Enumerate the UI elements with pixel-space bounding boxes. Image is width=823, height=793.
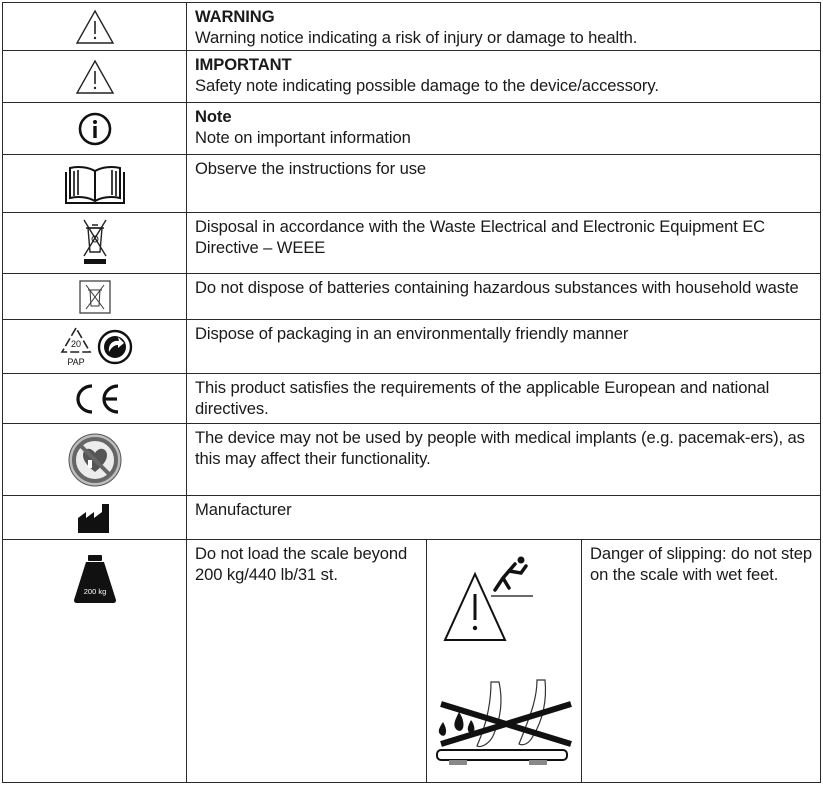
warning-triangle-icon: [75, 59, 115, 95]
table-row: [3, 155, 821, 213]
row-title: IMPORTANT: [195, 55, 292, 74]
recycle-number: 20: [70, 338, 81, 349]
info-icon: [78, 112, 112, 146]
icon-cell: [3, 274, 187, 320]
description-cell: [187, 213, 821, 274]
table-row: [3, 3, 821, 51]
ce-mark-icon: [67, 382, 123, 416]
description-cell: [187, 274, 821, 320]
crossed-bin-battery-icon: [79, 280, 111, 314]
no-pacemaker-icon: [67, 432, 123, 488]
description-cell: [187, 374, 821, 424]
slip-warning-cell: [582, 540, 821, 783]
open-book-icon: [62, 163, 128, 205]
description-cell: [187, 424, 821, 496]
description-cell: [187, 320, 821, 374]
icon-cell: [3, 540, 187, 783]
recycling-icon: [56, 325, 134, 369]
slip-icon-cell: [427, 540, 582, 783]
slip-warning-text: Danger of slipping: do not step on the scale with wet feet.: [590, 544, 812, 584]
description-cell: [187, 3, 821, 51]
row-text: This product satisfies the requirements of the applicable European and national directives.: [195, 378, 770, 418]
description-cell: [187, 496, 821, 540]
icon-cell: [3, 3, 187, 51]
table-row: [3, 103, 821, 155]
weight-icon: [72, 554, 118, 604]
row-text: Do not dispose of batteries containing hazardous substances with household waste: [195, 278, 799, 297]
icon-cell: [3, 51, 187, 103]
warning-triangle-icon: [75, 9, 115, 45]
icon-cell: [3, 496, 187, 540]
row-title: WARNING: [195, 7, 275, 26]
icon-cell: [3, 155, 187, 213]
table-row: [3, 424, 821, 496]
icon-cell: [3, 374, 187, 424]
row-title: Note: [195, 107, 232, 126]
description-cell: [187, 103, 821, 155]
slip-warning-icon: [429, 540, 579, 778]
row-text: Dispose of packaging in an environmentally friendly manner: [195, 324, 629, 343]
crossed-bin-icon: [80, 218, 110, 268]
icon-cell: [3, 213, 187, 274]
table-row: [3, 374, 821, 424]
description-cell: [187, 155, 821, 213]
row-text: Observe the instructions for use: [195, 159, 427, 178]
row-text: The device may not be used by people with medical implants (e.g. pacemak-ers), as this may affect their functionality.: [195, 428, 805, 468]
table-row: [3, 51, 821, 103]
row-text: Note on important information: [195, 128, 411, 147]
row-text: Safety note indicating possible damage to the device/accessory.: [195, 76, 659, 95]
table-row: [3, 213, 821, 274]
table-row: [3, 320, 821, 374]
icon-cell: [3, 103, 187, 155]
icon-cell: [3, 320, 187, 374]
recycle-code: PAP: [66, 356, 85, 367]
factory-icon: [76, 502, 114, 534]
load-limit-text: Do not load the scale beyond 200 kg/440 lb/31 st.: [195, 544, 408, 584]
row-text: Disposal in accordance with the Waste Electrical and Electronic Equipment EC Directive – WEEE: [195, 217, 766, 257]
table-row: [3, 496, 821, 540]
row-text: Warning notice indicating a risk of injury or damage to health.: [195, 28, 638, 47]
table-row: [3, 540, 821, 783]
load-limit-cell: [187, 540, 427, 783]
symbols-table: [2, 2, 821, 783]
table-row: [3, 274, 821, 320]
weight-label: 200 kg: [83, 587, 106, 596]
icon-cell: [3, 424, 187, 496]
row-text: Manufacturer: [195, 500, 292, 519]
description-cell: [187, 51, 821, 103]
